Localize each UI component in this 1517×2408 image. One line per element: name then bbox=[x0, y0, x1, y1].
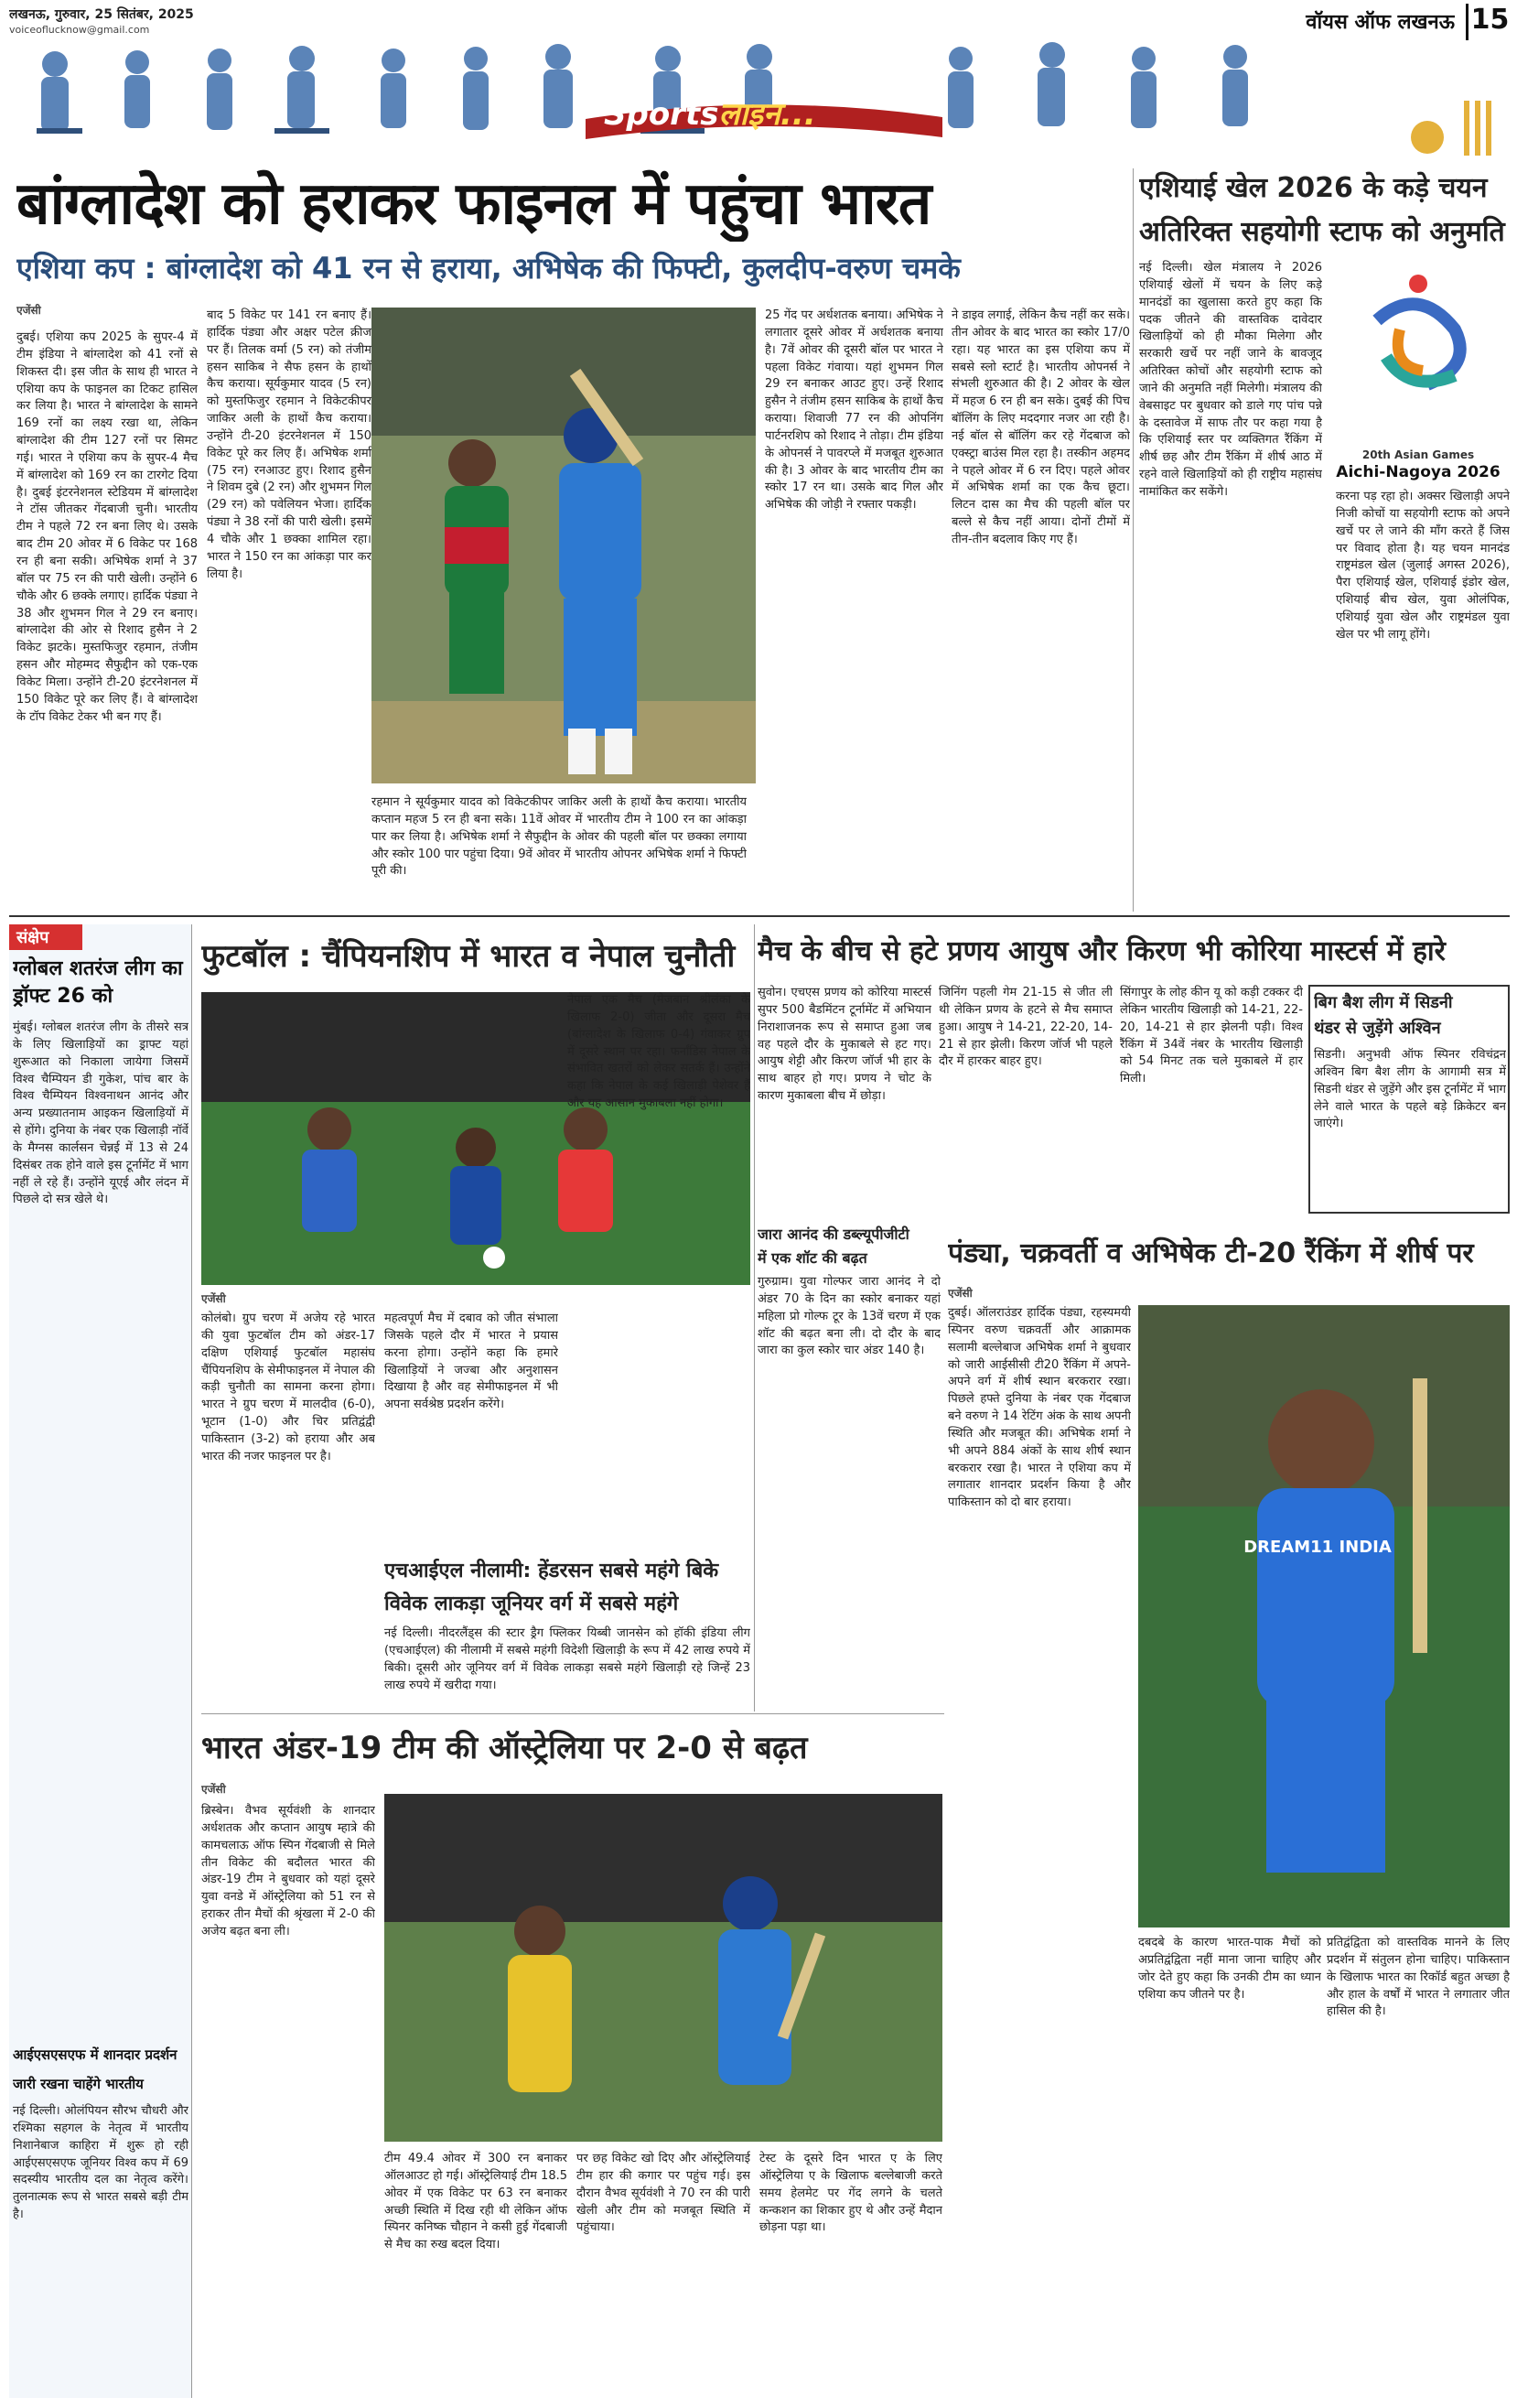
football-col-1: कोलंबो। ग्रुप चरण में अजेय रहे भारत की युवा फुटबॉल टीम को अंडर-17 दक्षिण एशियाई फुटबॉल महासंघ चैंपियनशिप के सेमीफाइनल में नेपाल की कड़ी चुनौती का सामना करना होगा। भारत ने ग्रुप चरण में मालदीव (6-0), भूटान (1-0) और चिर प्रतिद्वंद्वी पाकिस्तान (3-2) को हराया और अब भारत की नजर फाइनल पर है। bbox=[201, 1312, 375, 1463]
u19-byline: एजेंसी bbox=[201, 1783, 226, 1796]
paper-name: वॉयस ऑफ लखनऊ bbox=[1306, 11, 1455, 34]
u19-col-5: दबदबे के कारण भारत-पाक मैचों को अप्रतिद्वंद्विता नहीं माना जाना चाहिए और जोर देते हुए कहा कि उनकी टीम का ध्यान एशिया कप जीतने पर है। bbox=[1138, 1936, 1321, 2002]
u19-photo bbox=[384, 1794, 942, 2142]
football-col-2: महत्वपूर्ण मैच में दबाव को जीत संभाला जिसके पहले दौर में भारत ने प्रयास करना होगा। उन्होंने कहा कि हमारे खिलाड़ियों ने जज्बा और अनुशासन दिखाया है और वह सेमीफाइनल में भी अपना सर्वश्रेष्ठ प्रदर्शन करेंगे। bbox=[384, 1312, 558, 1412]
brief-item2-subheadline: जारी रखना चाहेंगे भारतीय bbox=[13, 2076, 144, 2092]
lead-subheadline: एशिया कप : बांग्लादेश को 41 रन से हराया, अभिषेक की फिफ्टी, कुलदीप-वरुण चमके bbox=[16, 251, 961, 286]
brief-item1-text: मुंबई। ग्लोबल शतरंज लीग के तीसरे सत्र के लिए खिलाड़ियों का ड्राफ्ट यहां शुरूआत को निकाला जायेगा जिसमें विश्व चैम्पियन डी गुकेश, पांच बार के विश्व चैम्पियन विश्वनाथन आनंद और अन्य प्रख्यातनाम आइकन खिलाड़ियों में से होंगे। दुनिया के नंबर एक खिलाड़ी नॉर्वे के मैग्नस कार्लसन चेन्नई में 13 से 24 दिसंबर तक होने वाले इस टूर्नामेंट में भाग नहीं ले रहे हैं। उन्होंने यूएई और लंदन में पिछले दो सत्र खेले थे। bbox=[13, 1020, 188, 1207]
section-title bbox=[604, 92, 933, 134]
top-banner bbox=[0, 0, 1517, 163]
lead-col-1: दुबई। एशिया कप 2025 के सुपर-4 में टीम इंडिया ने बांग्लादेश को 41 रनों से शिकस्त दी। इस जीत के साथ ही भारत ने एशिया कप के फाइनल का टिकट हासिल कर लिया है। भारत ने बांग्लादेश के सामने 169 रनों का लक्ष्य रखा था, लेकिन बांग्लादेश की टीम 127 रनों पर सिमट गई। भारत ने एशिया कप के सुपर-4 मैच में बांग्लादेश को 169 रन का टारगेट दिया है। दुबई इंटरनेशनल स्टेडियम में बांग्लादेश ने टॉस जीतकर गेंदबाजी चुनी। भारतीय टीम ने पहले 72 रन बना लिए थे। उसके बाद टीम 20 ओवर में 6 विकेट पर 168 रन ही बना सकी। अभिषेक शर्मा ने 37 बॉल पर 75 रन की पारी खेली। उन्होंने 6 चौके और 6 छक्के लगाए। हार्दिक पंड्या ने 38 और शुभमन गिल ने 29 रन बनाए। बांग्लादेश की ओर से रिशाद हुसैन ने 2 विकेट झटके। मुस्तफिजुर रहमान, तंजीम हसन और मोहम्मद सैफुद्दीन को एक-एक विकेट मिला। उन्होंने टी-20 इंटरनेशनल में 150 विकेट पूरे कर लिए हैं। वे बांग्लादेश के टॉप विकेट टेकर भी बन गए हैं। bbox=[16, 330, 198, 724]
lead-col-5: ने डाइव लगाई, लेकिन कैच नहीं कर सके। तीन ओवर के बाद भारत का स्कोर 17/0 रहा। यह भारत का इस एशिया कप में सबसे स्लो स्टार्ट है। भारतीय ओपनर्स ने संभली शुरुआत की है। 2 ओवर के खेल में महज 6 रन ही बन सके। दुबई की पिच बॉलिंग के लिए मददगार नजर आ रही है। नई बॉल से बॉलिंग कर रहे गेंदबाज को एक्स्ट्रा बाउंस मिल रहा है। तस्कीन अहमद ने पहले ओवर में 6 रन दिए। पहले ओवर में अभिषेक शर्मा का एक कैच छूटा। लिटन दास का मैच की पहली बॉल पर बल्ले से कैच नहीं आया। दोनों टीमों में तीन-तीन बदलाव किए गए हैं। bbox=[952, 308, 1130, 546]
divider-1 bbox=[9, 915, 1510, 917]
u19-headline: भारत अंडर-19 टीम की ऑस्ट्रेलिया पर 2-0 से बढ़त bbox=[201, 1730, 808, 1766]
bbl-headline-1: बिग बैश लीग में सिडनी bbox=[1314, 993, 1453, 1012]
col-rule-1 bbox=[1133, 168, 1134, 912]
football-byline: एजेंसी bbox=[201, 1292, 226, 1305]
asian-games-logo-caption-1: 20th Asian Games bbox=[1361, 448, 1475, 461]
section-title-hi: लाइन... bbox=[718, 96, 816, 133]
lead-col-4: 25 गेंद पर अर्धशतक बनाया। अभिषेक ने लगातार दूसरे ओवर में अर्धशतक बनाया है। 7वें ओवर की दूसरी बॉल पर भारत ने पहला विकेट गंवाया। यहां शुभमन गिल 29 रन बनाकर आउट हुए। उन्हें रिशाद हुसैन ने तंजीम हसन साकिब के हाथों कैच कराया। शिवाजी 77 रन की ओपनिंग पार्टनरशिप को रिशाद ने तोड़ा। टीम इंडिया के ओपनर्स ने पावरप्ले में मजबूत शुरुआत की है। 3 ओवर के बाद भारतीय टीम का स्कोर 17 रन था। उसके बाद गिल और अभिषेक की जोड़ी ने रफ्तार पकड़ी। bbox=[765, 308, 943, 513]
lead-photo-cricket bbox=[371, 308, 756, 783]
section-title-en: Sports bbox=[604, 96, 719, 133]
bbl-box bbox=[1308, 985, 1510, 1214]
brief-label: संक्षेप bbox=[9, 924, 82, 950]
rankings-text: दुबई। ऑलराउंडर हार्दिक पंड्या, रहस्यमयी स्पिनर वरुण चक्रवर्ती और आक्रामक सलामी बल्लेबाज अभिषेक शर्मा ने बुधवार को जारी आईसीसी टी20 रैंकिंग में अपने-अपने वर्ग में शीर्ष स्थान बरकरार रखा। पिछले हफ्ते दुनिया के नंबर एक गेंदबाज बने वरुण ने 14 रेटिंग अंक के साथ अपनी स्थिति और मजबूत की। अभिषेक शर्मा ने भी अपने 884 अंकों के साथ शीर्ष स्थान बरकरार रखा है। भारत ने एशिया कप में लगातार शानदार प्रदर्शन किया है और पाकिस्तान को दो बार हराया। bbox=[948, 1306, 1131, 1510]
brief-item1-headline: ग्लोबल शतरंज लीग का ड्रॉफ्ट 26 को bbox=[13, 957, 183, 1008]
col-rule-2 bbox=[754, 924, 755, 1712]
badminton-col-1: सुवोन। एचएस प्रणय को कोरिया मास्टर्स सुपर 500 बैडमिंटन टूर्नामेंट में अभियान निराशाजनक रूप से समाप्त हुआ जब वह पहले दौर के मुकाबले से हट गए। आयुष शेट्टी और किरण जॉर्ज भी हार के साथ बाहर हो गए। प्रणय ने चोट के कारण मुकाबला बीच में छोड़ा। bbox=[758, 986, 931, 1104]
lead-byline: एजेंसी bbox=[16, 304, 41, 317]
asian-games-text-b: करना पड़ रहा हो। अक्सर खिलाड़ी अपने निजी कोचों या सहयोगी स्टाफ को अपने खर्चे पर ले जाने की माँग करते हैं जिस पर विवाद होता है। यह चयन मानदंड राष्ट्रमंडल खेल (जुलाई अगस्त 2026), पैरा एशियाई खेल, एशियाई इंडोर खेल, एशियाई बीच खेल, युवा ओलंपिक, एशियाई युवा खेल और राष्ट्रमंडल युवा खेल पर भी लागू होंगे। bbox=[1336, 490, 1510, 642]
rankings-headline: पंड्या, चक्रवर्ती व अभिषेक टी-20 रैंकिंग में शीर्ष पर bbox=[948, 1237, 1474, 1269]
asian-games-headline-1: एशियाई खेल 2026 के कड़े चयन bbox=[1139, 172, 1488, 204]
u19-col-3: पर छह विकेट खो दिए और ऑस्ट्रेलियाई टीम हार की कगार पर पहुंच गई। इस दौरान वैभव सूर्यवंशी ने 70 रन की पारी खेली और टीम को मजबूत स्थिति में पहुंचाया। bbox=[576, 2152, 750, 2235]
brief-item2-headline: आईएसएसएफ में शानदार प्रदर्शन bbox=[13, 2046, 178, 2063]
jara-headline-2: में एक शॉट की बढ़त bbox=[758, 1249, 867, 1267]
divider-2 bbox=[201, 1713, 944, 1714]
asian-games-headline-2: अतिरिक्त सहयोगी स्टाफ को अनुमति bbox=[1139, 216, 1505, 248]
rankings-photo bbox=[1138, 1305, 1510, 1927]
asian-games-logo bbox=[1336, 265, 1501, 448]
badminton-headline: मैच के बीच से हटे प्रणय आयुष और किरण भी कोरिया मास्टर्स में हारे bbox=[758, 935, 1446, 967]
badminton-col-3: सिंगापुर के लोह कीन यू को कड़ी टक्कर दी लेकिन भारतीय खिलाड़ी को 14-21, 22-20, 14-21 से हार झेलनी पड़ी। विश्व रैंकिंग में 34वें नंबर के भारतीय खिलाड़ी को 54 मिनट तक चले मुकाबले में हार मिली। bbox=[1120, 986, 1303, 1086]
lead-col-3: रहमान ने सूर्यकुमार यादव को विकेटकीपर जाकिर अली के हाथों कैच कराया। भारतीय कप्तान महज 5 रन ही बना सके। 11वें ओवर में भारतीय टीम ने 100 रन का आंकड़ा पार कर लिया है। अभिषेक शर्मा ने सैफुद्दीन के ओवर की पहली बॉल पर छक्का लगाया और स्कोर 100 पार पहुंचा दिया। 9वें ओवर में भारतीय ओपनर अभिषेक शर्मा ने फिफ्टी पूरी की। bbox=[371, 795, 747, 879]
u19-col-6: प्रतिद्वंद्विता को वास्तविक मानने के लिए प्रदर्शन में संतुलन होना चाहिए। पाकिस्तान के खिलाफ भारत का रिकॉर्ड बहुत अच्छा है और हाल के वर्षों में भारत ने लगातार जीत हासिल की है। bbox=[1327, 1936, 1510, 2019]
lead-headline: बांग्लादेश को हराकर फाइनल में पहुंचा भारत bbox=[16, 170, 931, 238]
email: voiceoflucknow@gmail.com bbox=[9, 24, 150, 36]
u19-col-2: टीम 49.4 ओवर में 300 रन बनाकर ऑलआउट हो गई। ऑस्ट्रेलियाई टीम 18.5 ओवर में एक विकेट पर 63 रन बनाकर अच्छी स्थिति में दिख रही थी लेकिन ऑफ स्पिनर कनिष्क चौहान ने कसी हुई गेंदबाजी से मैच का रुख बदल दिया। bbox=[384, 2152, 567, 2252]
dateline: लखनऊ, गुरुवार, 25 सितंबर, 2025 bbox=[9, 7, 194, 22]
auction-text: नई दिल्ली। नीदरलैंड्स की स्टार ड्रैग फ्लिकर यिब्बी जानसेन को हॉकी इंडिया लीग (एचआईएल) की नीलामी में सबसे महंगी विदेशी खिलाड़ी के रूप में 42 लाख रुपये में बिकी। दूसरी ओर जूनियर वर्ग में विवेक लाकड़ा सबसे महंगे खिलाड़ी रहे जिन्हें 23 लाख रुपये में खरीदा गया। bbox=[384, 1626, 750, 1692]
auction-headline-1: एचआईएल नीलामी: हेंडरसन सबसे महंगे बिके bbox=[384, 1560, 719, 1582]
rankings-byline: एजेंसी bbox=[948, 1287, 973, 1300]
asian-games-logo-caption-2: Aichi-Nagoya 2026 bbox=[1336, 463, 1501, 481]
u19-col-4: टेस्ट के दूसरे दिन भारत ए के लिए ऑस्ट्रेलिया ए के खिलाफ बल्लेबाजी करते समय हेलमेट पर गेंद लगने के चलते कन्कशन का शिकार हुए थे और उन्हें मैदान छोड़ना पड़ा था। bbox=[759, 2152, 942, 2235]
bbl-headline-2: थंडर से जुड़ेंगे अश्विन bbox=[1314, 1019, 1441, 1038]
page-number: 15 bbox=[1466, 4, 1512, 40]
lead-col-2: बाद 5 विकेट पर 141 रन बनाए हैं। हार्दिक पंड्या और अक्षर पटेल क्रीज पर हैं। तिलक वर्मा (5 रन) को तंजीम हसन साकिब ने सैफ हसन के हाथों कैच कराया। सूर्यकुमार यादव (5 रन) को मुस्तफिजुर रहमान ने विकेटकीपर जाकिर अली के हाथों कैच कराया। उन्होंने टी-20 इंटरनेशनल में 150 विकेट पूरे कर लिए हैं। अभिषेक शर्मा (75 रन) रनआउट हुए। रिशाद हुसैन ने शिवम दुबे (2 रन) और शुभमन गिल (29 रन) को पवेलियन भेजा। हार्दिक पंड्या ने 38 रनों की पारी खेली। इसमें 4 चौके और 1 छक्का शामिल रहा। भारत ने 150 रन का आंकड़ा पार कर लिया है। bbox=[207, 308, 371, 581]
asian-games-text-a: नई दिल्ली। खेल मंत्रालय ने 2026 एशियाई खेलों में चयन के लिए कड़े मानदंडों का खुलासा करते हुए कहा कि पदक जीतने की वास्तविक दावेदार खिलाड़ियों को ही मौका मिलेगा और सरकारी खर्चे पर नहीं जाने के बावजूद अतिरिक्त कोचों और सहयोगी स्टाफ को जाने की अनुमति नहीं मिलेगी। मंत्रालय की वेबसाइट पर बुधवार को डाले गए पांच पन्ने के दस्तावेज में साफ तौर पर कहा गया है कि एशियाई स्तर पर व्यक्तिगत रैंकिंग में शीर्ष छह और टीम रैंकिंग में शीर्ष आठ में रहने वाले खिलाड़ियों को ही राष्ट्रीय महासंघ नामांकित कर सकेंगे। bbox=[1139, 261, 1322, 499]
brief-box bbox=[9, 924, 192, 2398]
u19-col-1: ब्रिस्बेन। वैभव सूर्यवंशी के शानदार अर्धशतक और कप्तान आयुष म्हात्रे की कामचलाऊ ऑफ स्पिन गेंदबाजी से मिले तीन विकेट की बदौलत भारत की अंडर-19 टीम ने बुधवार को यहां दूसरे युवा वनडे में ऑस्ट्रेलिया को 51 रन से हराकर तीन मैचों की श्रृंखला में 2-0 की अजेय बढ़त बना ली। bbox=[201, 1804, 375, 1938]
jara-headline-1: जारा आनंद की डब्ल्यूपीजीटी bbox=[758, 1226, 909, 1243]
jara-text: गुरुग्राम। युवा गोल्फर जारा आनंद ने दो अंडर 70 के दिन का स्कोर बनाकर यहां महिला प्रो गोल्फ टूर के 13वें चरण में एक शॉट की बढ़त बना ली। दो दौर के बाद जारा का कुल स्कोर चार अंडर 140 है। bbox=[758, 1275, 941, 1358]
brief-item2-text: नई दिल्ली। ओलंपियन सौरभ चौधरी और रश्मिका सहगल के नेतृत्व में भारतीय निशानेबाज काहिरा में शुरू हो रही आईएसएसएफ जूनियर विश्व कप में 69 सदस्यीय भारतीय दल का नेतृत्व करेंगे। तुलनात्मक रूप से भारत सबसे बड़ी टीम है। bbox=[13, 2104, 188, 2222]
auction-headline-2: विवेक लाकड़ा जूनियर वर्ग में सबसे महंगे bbox=[384, 1593, 679, 1615]
rankings-photo-jersey: DREAM11 INDIA bbox=[1243, 1538, 1392, 1557]
football-headline: फुटबॉल : चैंपियनशिप में भारत व नेपाल चुनौती bbox=[201, 938, 736, 975]
badminton-col-2: जिनिंग पहली गेम 21-15 से जीत ली थी लेकिन प्रणय के हटने से मैच समाप्त हुआ। आयुष ने 14-21, 22-20, 14-21 से हार झेली। किरण जॉर्ज भी पहले दौर में हारकर बाहर हुए। bbox=[939, 986, 1113, 1069]
football-col-3: नेपाल एक मैच (मेजबान श्रीलंका के खिलाफ 2-0) जीता और दूसरा मैच (बांग्लादेश के खिलाफ 0-4) गंवाकर ग्रुप में दूसरे स्थान पर रहा। फर्नांडिस नेपाल के संभावित खतरों को लेकर सतर्क हैं। उन्होंने कहा कि नेपाल के कई खिलाड़ी पेशेवर हैं और यह आसान मुकाबला नहीं होगा। bbox=[567, 993, 750, 1111]
bbl-text: सिडनी। अनुभवी ऑफ स्पिनर रविचंद्रन अश्विन बिग बैश लीग के आगामी सत्र में सिडनी थंडर से जुड़ेंगे और इस टूर्नामेंट में भाग लेने वाले भारत के पहले बड़े क्रिकेटर बन जाएंगे। bbox=[1314, 1048, 1506, 1131]
